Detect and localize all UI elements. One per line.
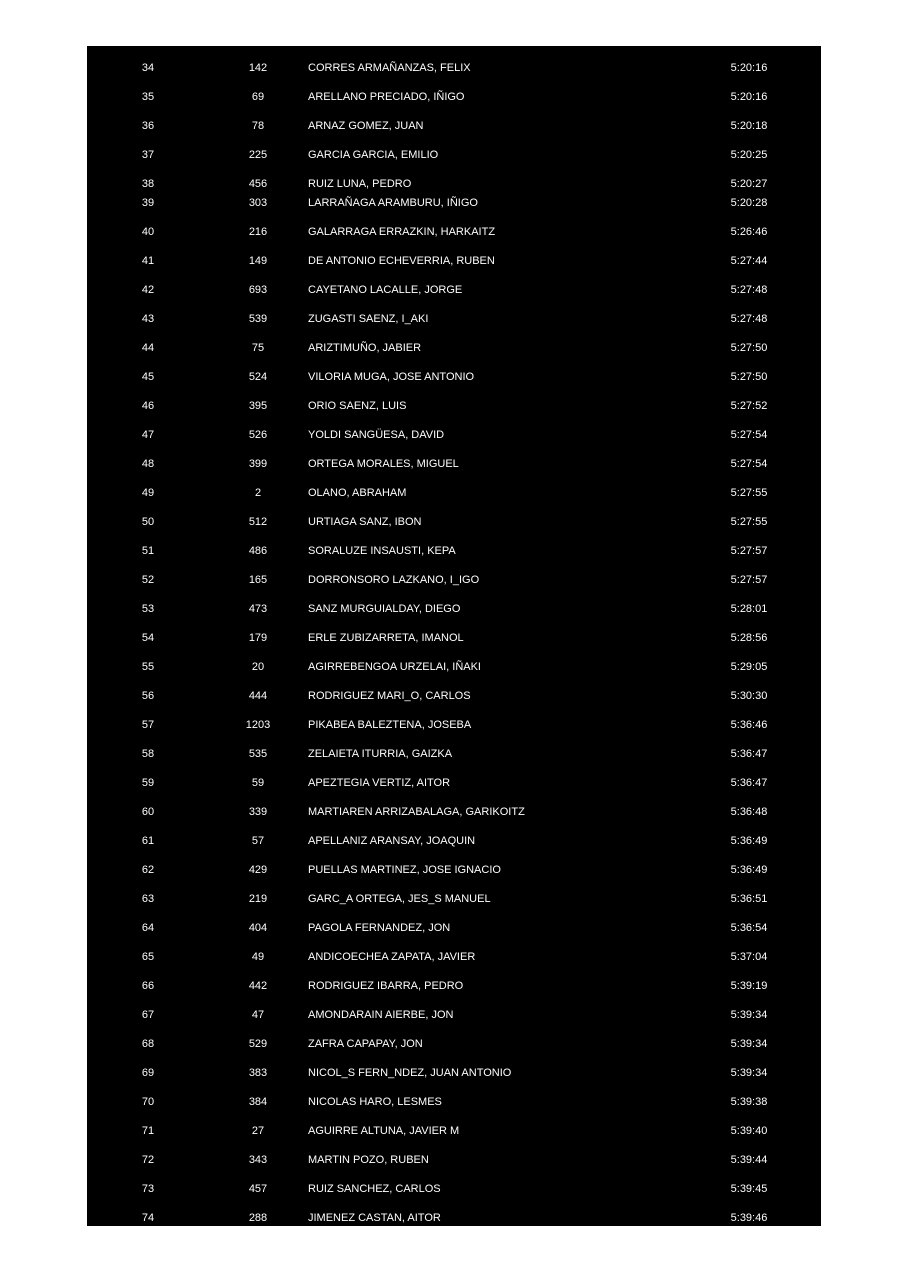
position-cell: 64 bbox=[141, 922, 155, 934]
table-row bbox=[87, 1065, 821, 1081]
position-cell: 59 bbox=[141, 777, 155, 789]
athlete-name-cell: ZELAIETA ITURRIA, GAIZKA bbox=[308, 748, 453, 760]
athlete-name-cell: DORRONSORO LAZKANO, I_IGO bbox=[308, 574, 480, 586]
position-cell: 58 bbox=[141, 748, 155, 760]
table-row bbox=[87, 717, 821, 733]
position-cell: 44 bbox=[141, 342, 155, 354]
finish-time-cell: 5:36:47 bbox=[730, 748, 768, 760]
bib-number-cell: 442 bbox=[248, 980, 268, 992]
position-cell: 49 bbox=[141, 487, 155, 499]
position-cell: 36 bbox=[141, 120, 155, 132]
finish-time-cell: 5:36:54 bbox=[730, 922, 768, 934]
finish-time-cell: 5:27:55 bbox=[730, 516, 768, 528]
table-row bbox=[87, 282, 821, 298]
position-cell: 71 bbox=[141, 1125, 155, 1137]
athlete-name-cell: CORRES ARMAÑANZAS, FELIX bbox=[308, 62, 471, 74]
position-cell: 52 bbox=[141, 574, 155, 586]
bib-number-cell: 473 bbox=[248, 603, 268, 615]
bib-number-cell: 486 bbox=[248, 545, 268, 557]
position-cell: 43 bbox=[141, 313, 155, 325]
finish-time-cell: 5:39:44 bbox=[730, 1154, 768, 1166]
athlete-name-cell: DE ANTONIO ECHEVERRIA, RUBEN bbox=[308, 255, 495, 267]
position-cell: 40 bbox=[141, 226, 155, 238]
athlete-name-cell: RODRIGUEZ MARI_O, CARLOS bbox=[308, 690, 471, 702]
position-cell: 57 bbox=[141, 719, 155, 731]
table-row bbox=[87, 224, 821, 240]
table-row bbox=[87, 340, 821, 356]
bib-number-cell: 216 bbox=[248, 226, 268, 238]
table-row bbox=[87, 456, 821, 472]
position-cell: 68 bbox=[141, 1038, 155, 1050]
athlete-name-cell: CAYETANO LACALLE, JORGE bbox=[308, 284, 463, 296]
bib-number-cell: 384 bbox=[248, 1096, 268, 1108]
finish-time-cell: 5:39:34 bbox=[730, 1067, 768, 1079]
position-cell: 56 bbox=[141, 690, 155, 702]
bib-number-cell: 47 bbox=[251, 1009, 265, 1021]
position-cell: 69 bbox=[141, 1067, 155, 1079]
athlete-name-cell: SANZ MURGUIALDAY, DIEGO bbox=[308, 603, 461, 615]
position-cell: 62 bbox=[141, 864, 155, 876]
finish-time-cell: 5:36:49 bbox=[730, 835, 768, 847]
athlete-name-cell: YOLDI SANGÜESA, DAVID bbox=[308, 429, 445, 441]
position-cell: 60 bbox=[141, 806, 155, 818]
bib-number-cell: 383 bbox=[248, 1067, 268, 1079]
table-row bbox=[87, 1181, 821, 1197]
athlete-name-cell: MARTIN POZO, RUBEN bbox=[308, 1154, 429, 1166]
finish-time-cell: 5:39:45 bbox=[730, 1183, 768, 1195]
table-row bbox=[87, 688, 821, 704]
finish-time-cell: 5:20:16 bbox=[730, 62, 768, 74]
finish-time-cell: 5:29:05 bbox=[730, 661, 768, 673]
finish-time-cell: 5:39:34 bbox=[730, 1038, 768, 1050]
position-cell: 42 bbox=[141, 284, 155, 296]
bib-number-cell: 179 bbox=[248, 632, 268, 644]
position-cell: 70 bbox=[141, 1096, 155, 1108]
bib-number-cell: 75 bbox=[251, 342, 265, 354]
table-row bbox=[87, 630, 821, 646]
athlete-name-cell: NICOLAS HARO, LESMES bbox=[308, 1096, 442, 1108]
finish-time-cell: 5:27:54 bbox=[730, 429, 768, 441]
athlete-name-cell: RODRIGUEZ IBARRA, PEDRO bbox=[308, 980, 464, 992]
table-row bbox=[87, 176, 821, 192]
bib-number-cell: 57 bbox=[251, 835, 265, 847]
bib-number-cell: 539 bbox=[248, 313, 268, 325]
finish-time-cell: 5:20:25 bbox=[730, 149, 768, 161]
athlete-name-cell: GARC_A ORTEGA, JES_S MANUEL bbox=[308, 893, 491, 905]
finish-time-cell: 5:27:48 bbox=[730, 313, 768, 325]
finish-time-cell: 5:39:40 bbox=[730, 1125, 768, 1137]
table-row bbox=[87, 572, 821, 588]
position-cell: 47 bbox=[141, 429, 155, 441]
position-cell: 48 bbox=[141, 458, 155, 470]
athlete-name-cell: OLANO, ABRAHAM bbox=[308, 487, 407, 499]
bib-number-cell: 339 bbox=[248, 806, 268, 818]
finish-time-cell: 5:20:27 bbox=[730, 178, 768, 190]
athlete-name-cell: GARCIA GARCIA, EMILIO bbox=[308, 149, 439, 161]
bib-number-cell: 1203 bbox=[245, 719, 271, 731]
finish-time-cell: 5:26:46 bbox=[730, 226, 768, 238]
table-row bbox=[87, 1007, 821, 1023]
position-cell: 73 bbox=[141, 1183, 155, 1195]
athlete-name-cell: PUELLAS MARTINEZ, JOSE IGNACIO bbox=[308, 864, 501, 876]
table-row bbox=[87, 398, 821, 414]
bib-number-cell: 288 bbox=[248, 1212, 268, 1224]
athlete-name-cell: PIKABEA BALEZTENA, JOSEBA bbox=[308, 719, 472, 731]
athlete-name-cell: AMONDARAIN AIERBE, JON bbox=[308, 1009, 454, 1021]
table-row bbox=[87, 1094, 821, 1110]
table-row bbox=[87, 543, 821, 559]
bib-number-cell: 529 bbox=[248, 1038, 268, 1050]
bib-number-cell: 142 bbox=[248, 62, 268, 74]
table-row bbox=[87, 775, 821, 791]
finish-time-cell: 5:36:51 bbox=[730, 893, 768, 905]
finish-time-cell: 5:28:01 bbox=[730, 603, 768, 615]
table-row bbox=[87, 833, 821, 849]
table-row bbox=[87, 920, 821, 936]
athlete-name-cell: JIMENEZ CASTAN, AITOR bbox=[308, 1212, 441, 1224]
position-cell: 34 bbox=[141, 62, 155, 74]
position-cell: 46 bbox=[141, 400, 155, 412]
bib-number-cell: 2 bbox=[254, 487, 262, 499]
bib-number-cell: 49 bbox=[251, 951, 265, 963]
finish-time-cell: 5:27:48 bbox=[730, 284, 768, 296]
finish-time-cell: 5:27:55 bbox=[730, 487, 768, 499]
position-cell: 38 bbox=[141, 178, 155, 190]
bib-number-cell: 27 bbox=[251, 1125, 265, 1137]
athlete-name-cell: NICOL_S FERN_NDEZ, JUAN ANTONIO bbox=[308, 1067, 512, 1079]
table-row bbox=[87, 659, 821, 675]
athlete-name-cell: SORALUZE INSAUSTI, KEPA bbox=[308, 545, 456, 557]
finish-time-cell: 5:36:48 bbox=[730, 806, 768, 818]
athlete-name-cell: ANDICOECHEA ZAPATA, JAVIER bbox=[308, 951, 476, 963]
athlete-name-cell: LARRAÑAGA ARAMBURU, IÑIGO bbox=[308, 197, 478, 209]
finish-time-cell: 5:27:54 bbox=[730, 458, 768, 470]
athlete-name-cell: VILORIA MUGA, JOSE ANTONIO bbox=[308, 371, 475, 383]
bib-number-cell: 343 bbox=[248, 1154, 268, 1166]
finish-time-cell: 5:39:46 bbox=[730, 1212, 768, 1224]
finish-time-cell: 5:20:16 bbox=[730, 91, 768, 103]
table-row bbox=[87, 60, 821, 76]
bib-number-cell: 693 bbox=[248, 284, 268, 296]
athlete-name-cell: ARELLANO PRECIADO, IÑIGO bbox=[308, 91, 465, 103]
finish-time-cell: 5:28:56 bbox=[730, 632, 768, 644]
finish-time-cell: 5:30:30 bbox=[730, 690, 768, 702]
bib-number-cell: 225 bbox=[248, 149, 268, 161]
position-cell: 54 bbox=[141, 632, 155, 644]
athlete-name-cell: ZUGASTI SAENZ, I_AKI bbox=[308, 313, 429, 325]
athlete-name-cell: URTIAGA SANZ, IBON bbox=[308, 516, 422, 528]
bib-number-cell: 59 bbox=[251, 777, 265, 789]
bib-number-cell: 456 bbox=[248, 178, 268, 190]
bib-number-cell: 457 bbox=[248, 1183, 268, 1195]
athlete-name-cell: RUIZ SANCHEZ, CARLOS bbox=[308, 1183, 441, 1195]
athlete-name-cell: ARNAZ GOMEZ, JUAN bbox=[308, 120, 424, 132]
position-cell: 55 bbox=[141, 661, 155, 673]
bib-number-cell: 444 bbox=[248, 690, 268, 702]
table-row bbox=[87, 601, 821, 617]
position-cell: 37 bbox=[141, 149, 155, 161]
athlete-name-cell: ERLE ZUBIZARRETA, IMANOL bbox=[308, 632, 464, 644]
bib-number-cell: 165 bbox=[248, 574, 268, 586]
position-cell: 41 bbox=[141, 255, 155, 267]
table-row bbox=[87, 949, 821, 965]
athlete-name-cell: AGUIRRE ALTUNA, JAVIER M bbox=[308, 1125, 460, 1137]
athlete-name-cell: ORIO SAENZ, LUIS bbox=[308, 400, 407, 412]
position-cell: 65 bbox=[141, 951, 155, 963]
athlete-name-cell: GALARRAGA ERRAZKIN, HARKAITZ bbox=[308, 226, 496, 238]
finish-time-cell: 5:27:57 bbox=[730, 545, 768, 557]
athlete-name-cell: ORTEGA MORALES, MIGUEL bbox=[308, 458, 459, 470]
finish-time-cell: 5:20:18 bbox=[730, 120, 768, 132]
table-row bbox=[87, 1123, 821, 1139]
bib-number-cell: 78 bbox=[251, 120, 265, 132]
table-row bbox=[87, 1152, 821, 1168]
finish-time-cell: 5:27:52 bbox=[730, 400, 768, 412]
bib-number-cell: 149 bbox=[248, 255, 268, 267]
table-row bbox=[87, 253, 821, 269]
bib-number-cell: 303 bbox=[248, 197, 268, 209]
position-cell: 67 bbox=[141, 1009, 155, 1021]
table-row bbox=[87, 369, 821, 385]
athlete-name-cell: RUIZ LUNA, PEDRO bbox=[308, 178, 412, 190]
finish-time-cell: 5:27:50 bbox=[730, 342, 768, 354]
position-cell: 51 bbox=[141, 545, 155, 557]
athlete-name-cell: ZAFRA CAPAPAY, JON bbox=[308, 1038, 423, 1050]
position-cell: 39 bbox=[141, 197, 155, 209]
athlete-name-cell: AGIRREBENGOA URZELAI, IÑAKI bbox=[308, 661, 481, 673]
finish-time-cell: 5:39:19 bbox=[730, 980, 768, 992]
finish-time-cell: 5:27:44 bbox=[730, 255, 768, 267]
bib-number-cell: 69 bbox=[251, 91, 265, 103]
bib-number-cell: 395 bbox=[248, 400, 268, 412]
position-cell: 50 bbox=[141, 516, 155, 528]
table-row bbox=[87, 195, 821, 211]
bib-number-cell: 219 bbox=[248, 893, 268, 905]
bib-number-cell: 399 bbox=[248, 458, 268, 470]
table-row bbox=[87, 862, 821, 878]
position-cell: 66 bbox=[141, 980, 155, 992]
table-row bbox=[87, 746, 821, 762]
table-row bbox=[87, 485, 821, 501]
finish-time-cell: 5:20:28 bbox=[730, 197, 768, 209]
position-cell: 45 bbox=[141, 371, 155, 383]
finish-time-cell: 5:39:34 bbox=[730, 1009, 768, 1021]
table-row bbox=[87, 427, 821, 443]
bib-number-cell: 429 bbox=[248, 864, 268, 876]
position-cell: 53 bbox=[141, 603, 155, 615]
table-row bbox=[87, 147, 821, 163]
bib-number-cell: 404 bbox=[248, 922, 268, 934]
table-row bbox=[87, 804, 821, 820]
bib-number-cell: 524 bbox=[248, 371, 268, 383]
position-cell: 72 bbox=[141, 1154, 155, 1166]
position-cell: 61 bbox=[141, 835, 155, 847]
table-row bbox=[87, 514, 821, 530]
bib-number-cell: 20 bbox=[251, 661, 265, 673]
finish-time-cell: 5:39:38 bbox=[730, 1096, 768, 1108]
table-row bbox=[87, 311, 821, 327]
table-row bbox=[87, 89, 821, 105]
bib-number-cell: 512 bbox=[248, 516, 268, 528]
table-row bbox=[87, 891, 821, 907]
table-row bbox=[87, 1210, 821, 1226]
finish-time-cell: 5:27:57 bbox=[730, 574, 768, 586]
table-row bbox=[87, 118, 821, 134]
table-row bbox=[87, 978, 821, 994]
athlete-name-cell: APELLANIZ ARANSAY, JOAQUIN bbox=[308, 835, 476, 847]
athlete-name-cell: APEZTEGIA VERTIZ, AITOR bbox=[308, 777, 451, 789]
athlete-name-cell: MARTIAREN ARRIZABALAGA, GARIKOITZ bbox=[308, 806, 525, 818]
bib-number-cell: 526 bbox=[248, 429, 268, 441]
bib-number-cell: 535 bbox=[248, 748, 268, 760]
position-cell: 74 bbox=[141, 1212, 155, 1224]
finish-time-cell: 5:37:04 bbox=[730, 951, 768, 963]
table-row bbox=[87, 1036, 821, 1052]
position-cell: 63 bbox=[141, 893, 155, 905]
position-cell: 35 bbox=[141, 91, 155, 103]
athlete-name-cell: PAGOLA FERNANDEZ, JON bbox=[308, 922, 451, 934]
finish-time-cell: 5:27:50 bbox=[730, 371, 768, 383]
results-table bbox=[87, 46, 821, 1226]
finish-time-cell: 5:36:49 bbox=[730, 864, 768, 876]
finish-time-cell: 5:36:46 bbox=[730, 719, 768, 731]
finish-time-cell: 5:36:47 bbox=[730, 777, 768, 789]
athlete-name-cell: ARIZTIMUÑO, JABIER bbox=[308, 342, 422, 354]
